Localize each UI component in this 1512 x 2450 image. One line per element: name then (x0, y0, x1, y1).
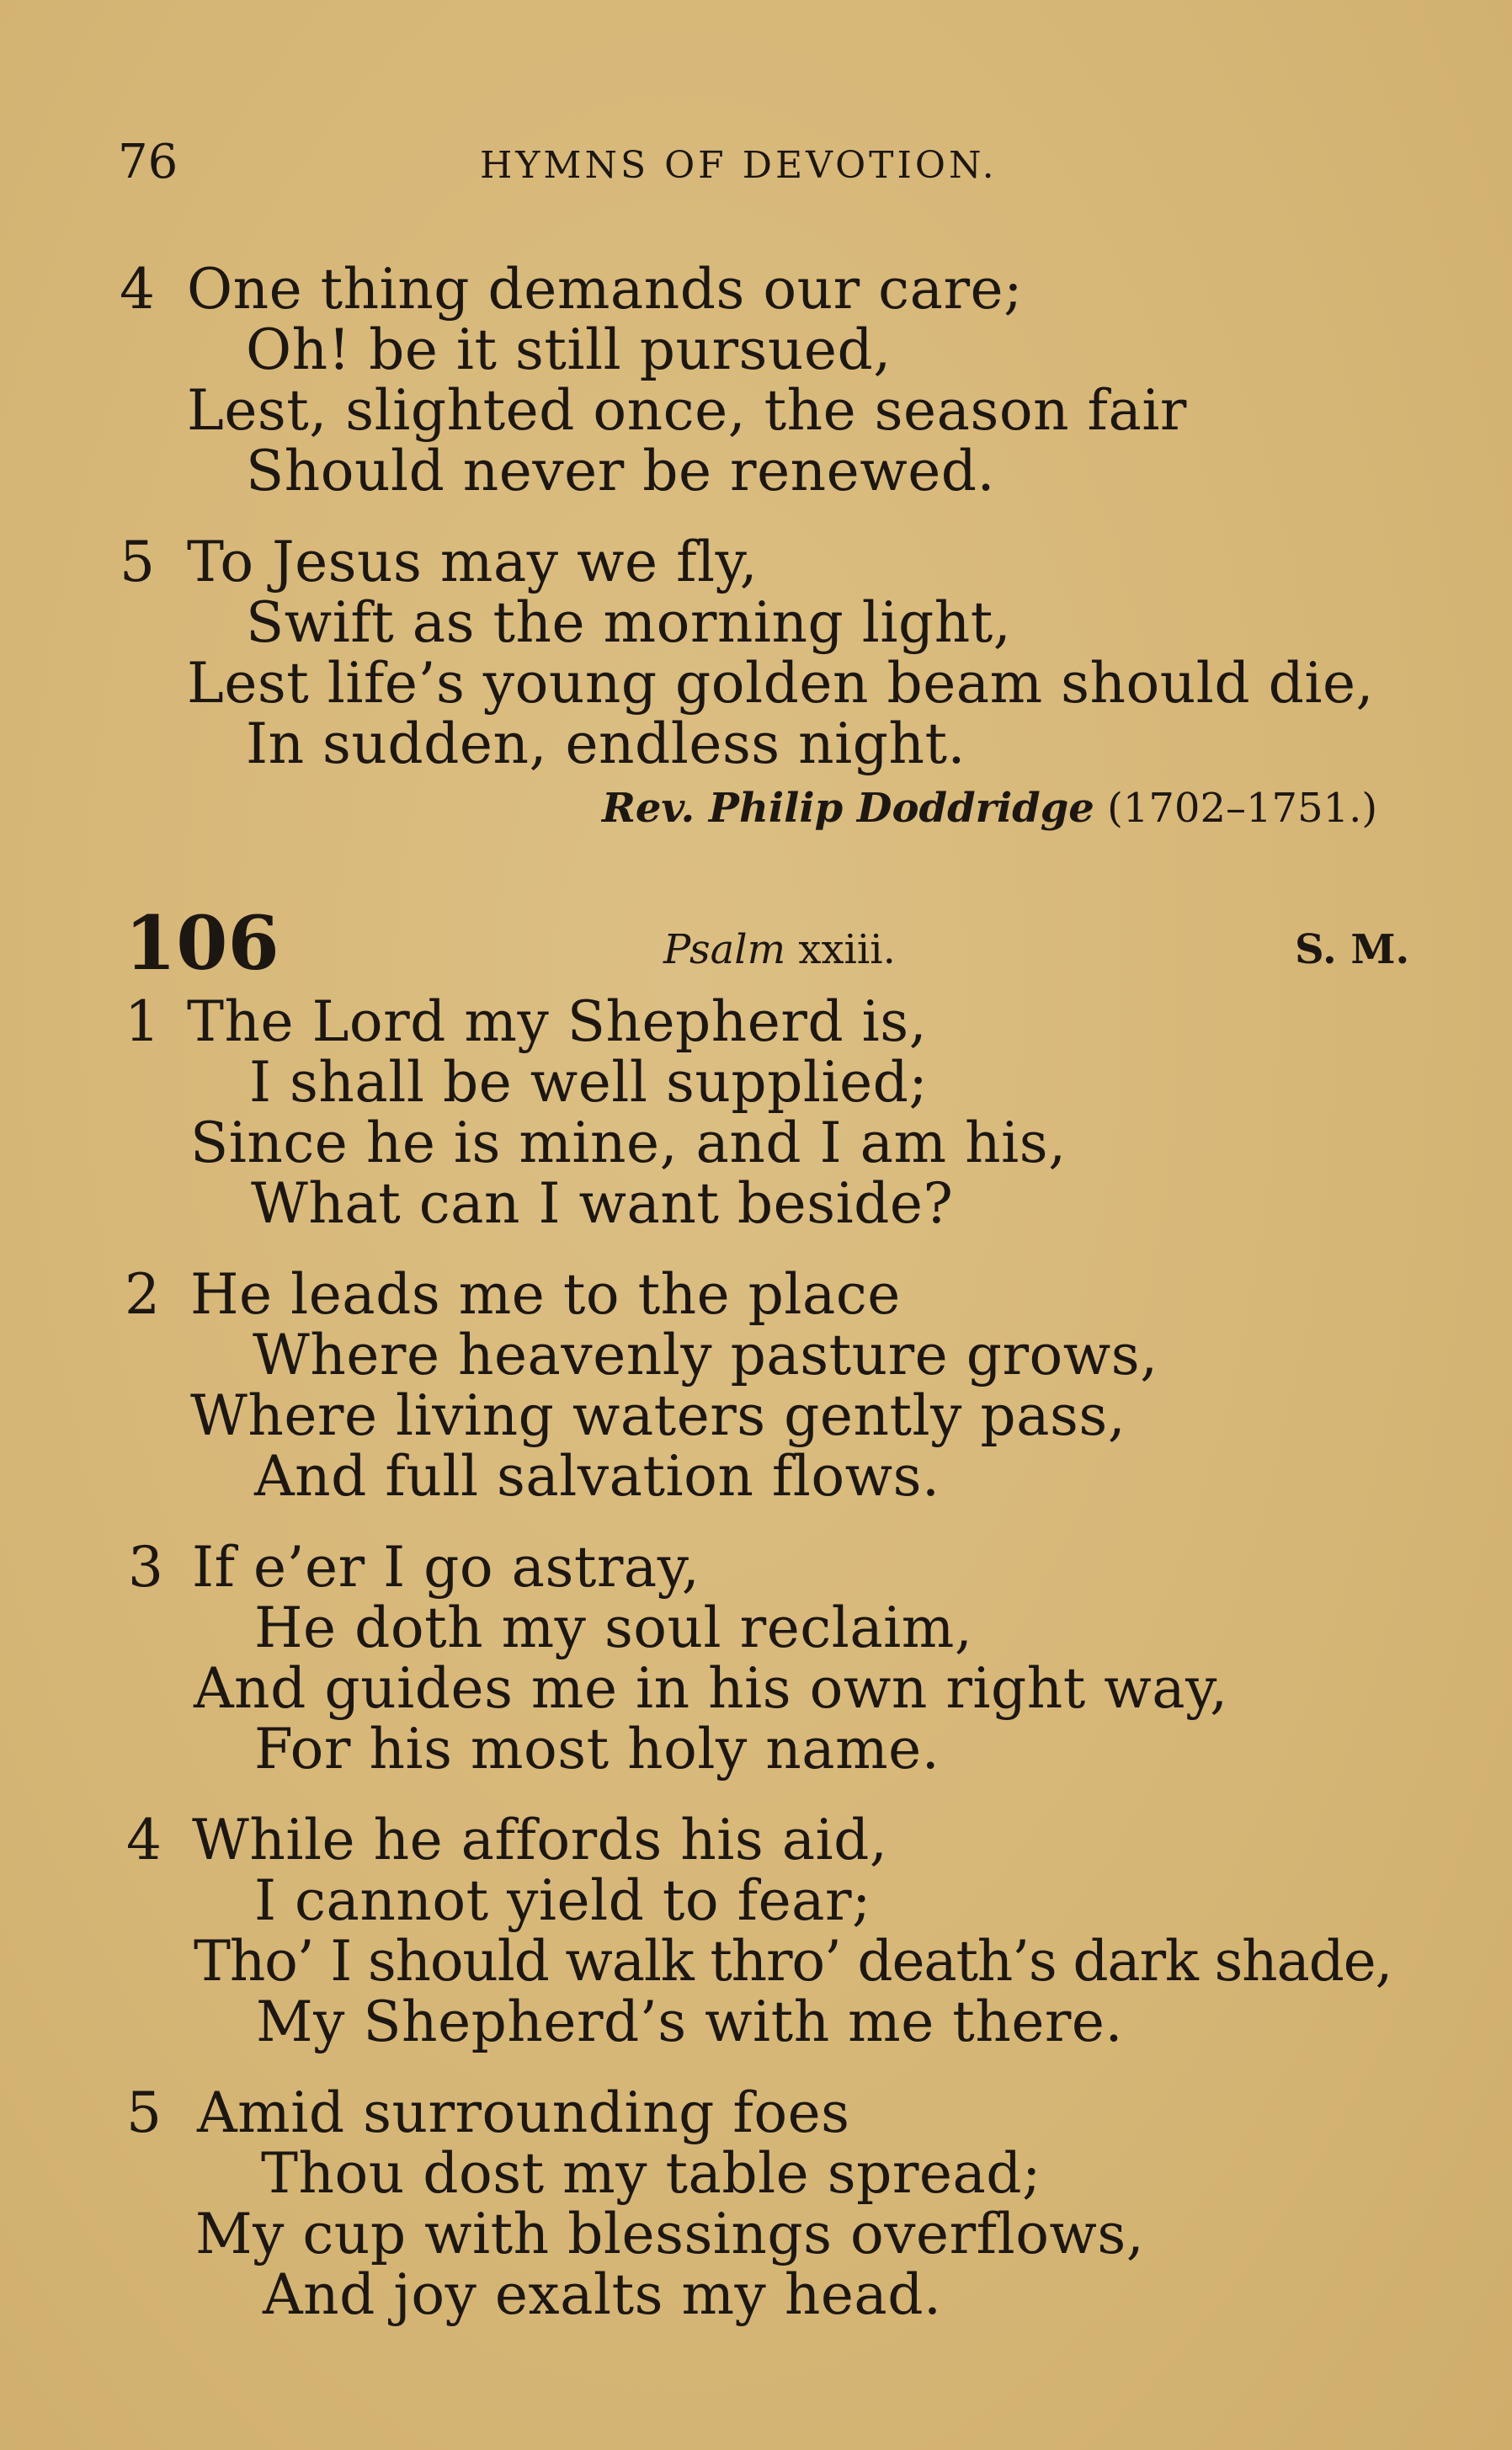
verse-line: My Shepherd’s with me there. (256, 1989, 1123, 2054)
author-dates: (1702–1751.) (1107, 785, 1378, 832)
hymn-number: 106 (125, 899, 280, 987)
verse-line: Swift as the morning light, (246, 590, 1012, 655)
verse-line: And full salvation flows. (254, 1444, 940, 1509)
verse-line: One thing demands our care; (187, 257, 1023, 322)
running-title: HYMNS OF DEVOTION. (480, 144, 998, 187)
verse-line: If e’er I go astray, (192, 1535, 700, 1600)
verse-line: I shall be well supplied; (249, 1050, 929, 1115)
verse-line: My cup with blessings overflows, (195, 2202, 1145, 2266)
verse-line: Since he is mine, and I am his, (190, 1110, 1067, 1175)
verse-line: Should never be renewed. (246, 439, 995, 503)
hymn-heading (125, 901, 1421, 985)
verse-line: He leads me to the place (190, 1262, 901, 1327)
stanza-number: 4 (120, 257, 155, 322)
stanza-number: 4 (126, 1808, 162, 1872)
source-ref: xxiii. (798, 926, 896, 973)
verse-line: The Lord my Shepherd is, (187, 989, 928, 1054)
hymn-meter: S. M. (1295, 926, 1410, 973)
verse-line: To Jesus may we fly, (187, 530, 759, 594)
verse-line: While he affords his aid, (192, 1808, 888, 1872)
source-word: Psalm (663, 926, 786, 973)
verse-line: Where living waters gently pass, (190, 1383, 1126, 1448)
stanza-number: 3 (128, 1535, 163, 1600)
verse-line: Lest life’s young golden beam should die, (187, 651, 1375, 716)
verse-line: In sudden, endless night. (246, 711, 966, 776)
verse-line: Amid surrounding foes (197, 2080, 850, 2145)
attribution (602, 783, 1377, 834)
verse-line: And joy exalts my head. (263, 2262, 942, 2327)
author-name: Rev. Philip Doddridge (602, 785, 1094, 832)
verse-line: Oh! be it still pursued, (246, 317, 892, 382)
stanza-number: 1 (125, 989, 160, 1054)
verse-line: Where heavenly pasture grows, (253, 1323, 1158, 1387)
verse-line: Thou dost my table spread; (261, 2141, 1041, 2206)
page-header (118, 133, 1061, 192)
verse-line: Lest, slighted once, the season fair (187, 378, 1187, 443)
verse-line: For his most holy name. (254, 1717, 940, 1782)
stanza-number: 5 (126, 2080, 162, 2145)
page-number: 76 (118, 135, 178, 189)
stanza-number: 2 (125, 1262, 160, 1327)
verse-line: And guides me in his own right way, (194, 1656, 1228, 1721)
verse-line: What can I want beside? (251, 1171, 954, 1236)
verse-line: I cannot yield to fear; (254, 1868, 871, 1933)
stanza-number: 5 (120, 530, 155, 594)
verse-line: He doth my soul reclaim, (254, 1595, 973, 1660)
verse-line: Tho’ I should walk thro’ death’s dark shade, (194, 1929, 1392, 1994)
hymn-source (663, 916, 896, 983)
